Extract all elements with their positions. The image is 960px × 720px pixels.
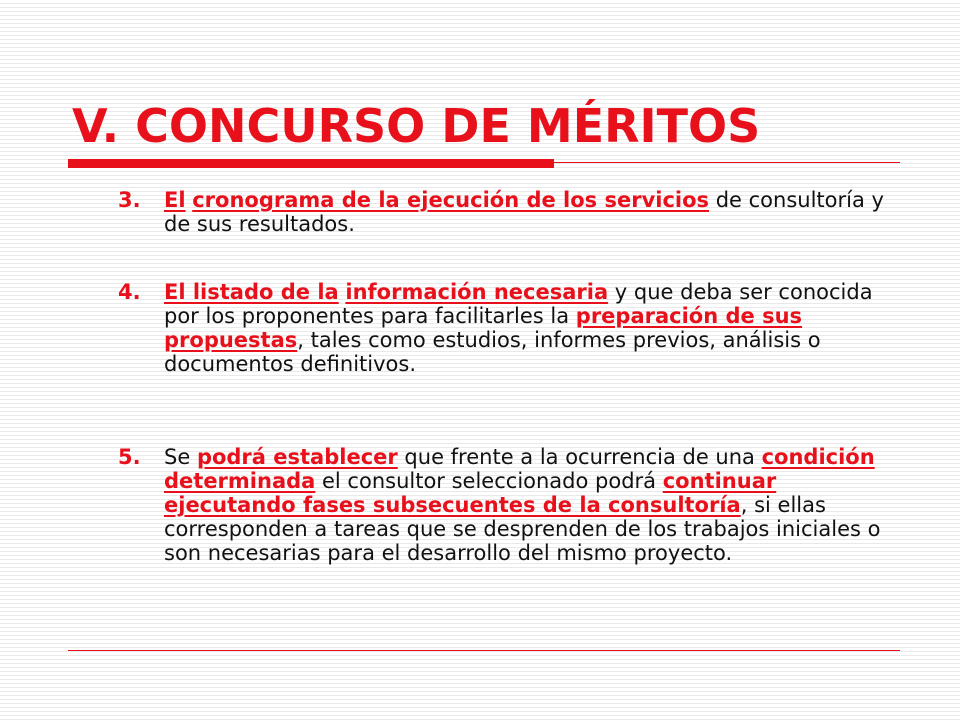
text-segment-highlighted: preparación de sus propuestas — [164, 304, 803, 352]
text-segment-highlighted: continuar ejecutando fases subsecuentes de la consultoría — [164, 469, 777, 517]
slide-title: V. CONCURSO DE MÉRITOS — [72, 99, 761, 153]
item-number: 4. — [118, 280, 141, 304]
text-segment: , si ellas corresponden a tareas que se desprenden de los trabajos iniciales o son necesarias para el desarrollo del mismo proyecto. — [164, 493, 881, 565]
item-number: 5. — [118, 445, 141, 469]
text-segment: de consultoría y de sus resultados. — [164, 188, 884, 236]
text-segment: que frente a la ocurrencia de una — [397, 445, 762, 469]
item-number: 3. — [118, 188, 141, 212]
title-underline-bar — [68, 159, 554, 168]
text-segment-highlighted: condición determinada — [164, 445, 875, 493]
text-segment-highlighted: información necesaria — [345, 280, 609, 304]
text-segment-highlighted: cronograma de la ejecución de los servicios — [192, 188, 710, 212]
item-text — [164, 188, 904, 236]
item-text — [164, 445, 904, 565]
text-segment-highlighted: El listado de la — [164, 280, 339, 304]
text-segment: y que deba ser conocida por los proponentes para facilitarles la — [164, 280, 873, 328]
title-divider-line — [68, 162, 900, 163]
text-segment: Se — [164, 445, 197, 469]
text-segment-highlighted: El — [164, 188, 186, 212]
text-segment-highlighted: podrá establecer — [196, 445, 398, 469]
text-segment: , tales como estudios, informes previos, análisis o documentos definitivos. — [164, 328, 821, 376]
text-segment: el consultor seleccionado podrá — [315, 469, 663, 493]
bottom-divider-line — [68, 650, 900, 651]
item-text — [164, 280, 904, 376]
